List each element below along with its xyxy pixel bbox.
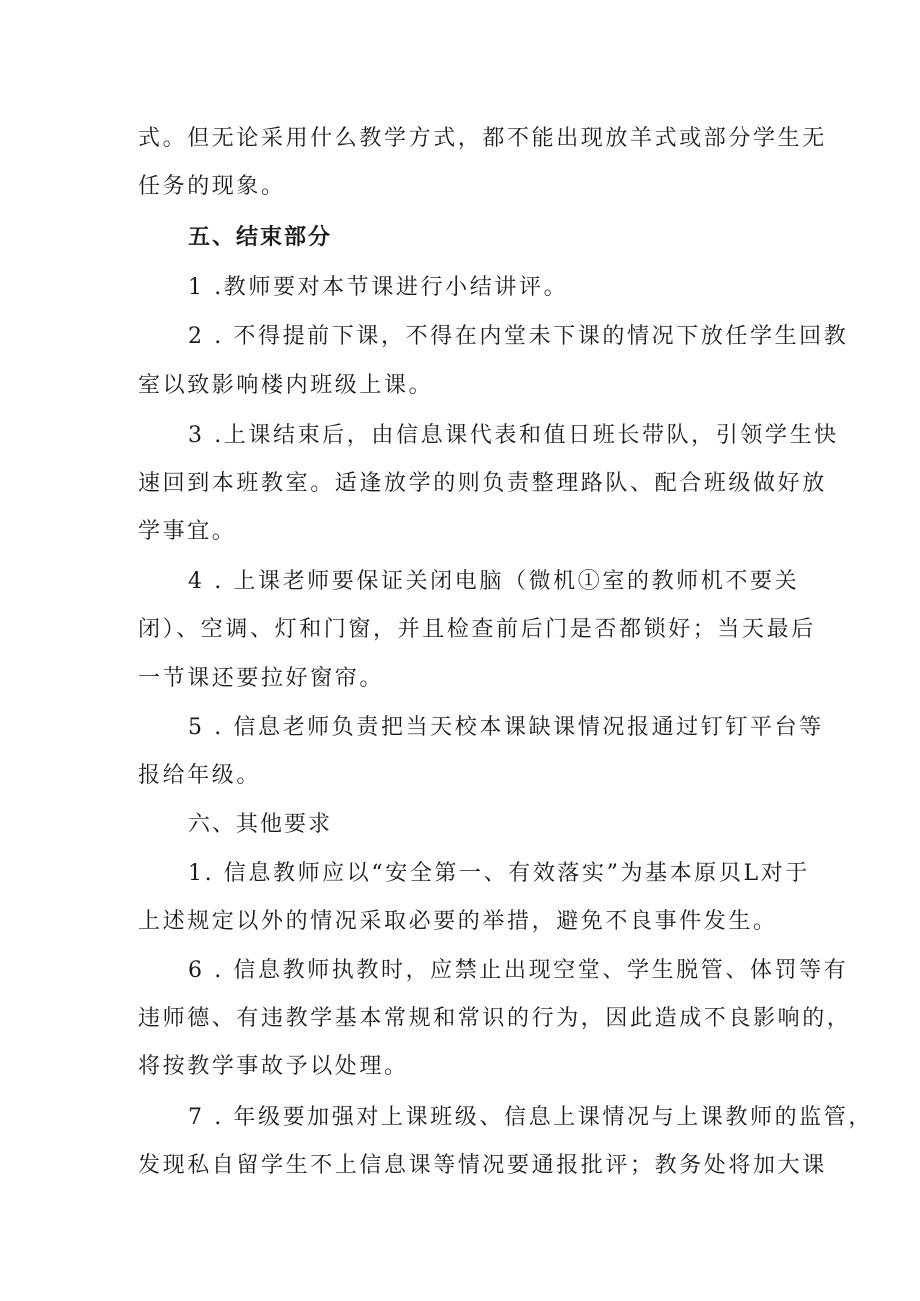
text-line: 4 . 上课老师要保证关闭电脑（微机①室的教师机不要关: [188, 569, 800, 594]
text-line: 室以致影响楼内班级上课。: [138, 373, 434, 398]
section-heading-ending: 五、结束部分: [188, 225, 333, 250]
text-line: 5 . 信息老师负责把当天校本课缺课情况报通过钉钉平台等: [188, 715, 824, 740]
text-line: 发现私自留学生不上信息课等情况要通报批评；教务处将加大课: [138, 1153, 827, 1178]
text-line: 学事宜。: [138, 519, 237, 544]
text-line: 1. 信息教师应以“安全第一、有效落实”为基本原贝L对于: [188, 861, 810, 886]
text-line: 7 . 年级要加强对上课班级、信息上课情况与上课教师的监管，: [188, 1105, 873, 1130]
text-line: 式。但无论采用什么教学方式，都不能出现放羊式或部分学生无: [138, 126, 827, 151]
text-line: 将按教学事故予以处理。: [138, 1054, 409, 1079]
text-line: 闭）、空调、灯和门窗，并且检查前后门是否都锁好；当天最后: [138, 617, 816, 642]
text-line: 速回到本班教室。适逢放学的则负责整理路队、配合班级做好放: [138, 471, 827, 496]
text-line: 2 . 不得提前下课，不得在内堂未下课的情况下放任学生回教: [188, 324, 849, 349]
text-line: 一节课还要拉好窗帘。: [138, 666, 385, 691]
text-line: 1 .教师要对本节课进行小结讲评。: [188, 275, 569, 300]
text-line: 6 . 信息教师执教时，应禁止出现空堂、学生脱管、体罚等有: [188, 958, 849, 983]
text-line: 任务的现象。: [138, 174, 286, 199]
text-line: 报给年级。: [138, 763, 262, 788]
text-line: 3 .上课结束后，由信息课代表和值日班长带队，引领学生快: [188, 423, 839, 448]
section-heading-other: 六、其他要求: [188, 812, 333, 837]
text-line: 上述规定以外的情况采取必要的举措，避免不良事件发生。: [138, 909, 778, 934]
text-line: 违师德、有违教学基本常规和常识的行为，因此造成不良影响的，: [138, 1006, 852, 1031]
